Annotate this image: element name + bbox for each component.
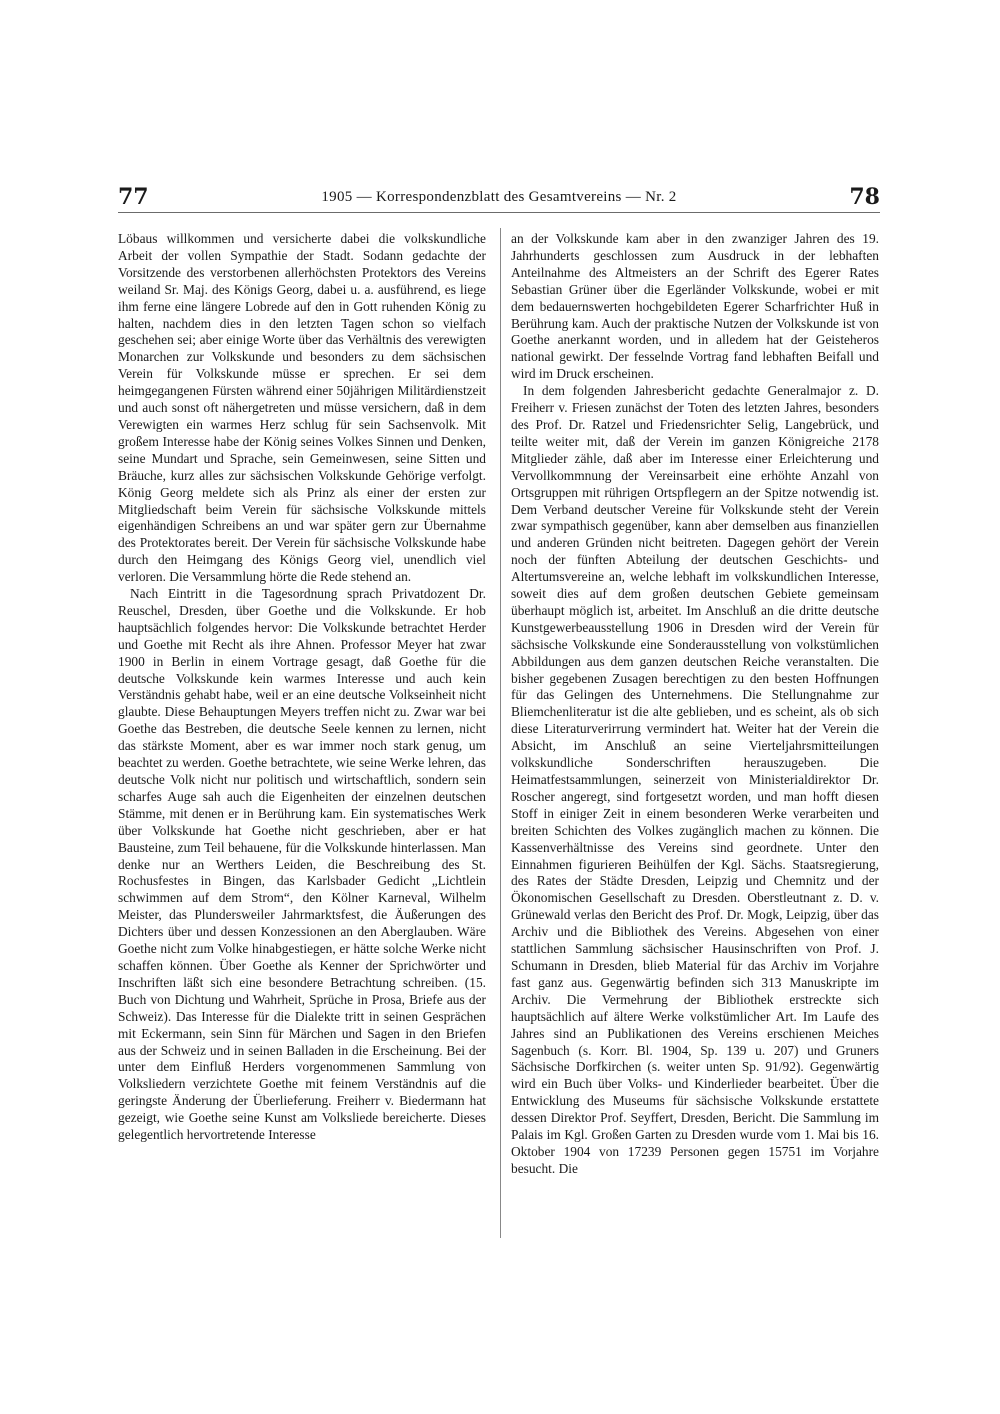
column-right — [511, 231, 879, 1178]
running-title: 1905 — Korrespondenzblatt des Gesamtvereins — Nr. 2 — [321, 189, 677, 205]
column-divider — [500, 228, 501, 1238]
header-rule — [118, 212, 880, 213]
column-left — [118, 231, 486, 1144]
paragraph: Löbaus willkommen und versicherte dabei die volkskundliche Arbeit der vollen Sympathie der Stadt. Sodann gedachte der Vorsitzende des verstorbenen allerhöchsten Protektors des Vereins weiland Sr. Maj. des Königs Georg, dabei u. a. ausführend, es liege ihm ferne eine längere Lobrede auf den in Gott ruhenden König zu halten, nachdem dies in den letzten Tagen schon so vielfach geschehen sei; aber einige Worte über das Verhältnis des verewigten Monarchen zur Volkskunde und besonders zu dem sächsischen Verein für Volkskunde müsse er sprechen. Er sei dem heimgegangenen Fürsten während einer 50jährigen Militärdienstzeit und auch sonst oft nähergetreten und müsse versichern, daß in dem Verewigten ein warmes Herz schlug für sein Sachsenvolk. Mit großem Interesse habe der König seines Volkes Sinnen und Denken, seine Mundart und Sprache, sein Gemeinwesen, seine Sitten und Bräuche, kurz alles zur sächsischen Volkskunde Gehörige verfolgt. König Georg meldete sich als Prinz als einer der ersten zur Mitgliedschaft beim Verein für sächsische Volkskunde mittels eigenhändigen Schreibens an und war später gern zur Übernahme des Protektorates bereit. Der Verein für sächsische Volkskunde habe durch den Heimgang des Königs Georg viel, unendlich viel verloren. Die Versammlung hörte die Rede stehend an. — [118, 231, 486, 585]
paragraph: Nach Eintritt in die Tagesordnung sprach Privatdozent Dr. Reuschel, Dresden, über Goethe und die Volkskunde. Er hob hauptsächlich folgendes hervor: Die Volkskunde betrachtet Herder und Goethe mit Recht als ihre Ahnen. Professor Meyer hat zwar 1900 in Berlin in einem Vortrage gesagt, daß Goethe für die deutsche Volkskunde kein warmes Interesse und auch kein Verständnis gehabt habe, weil er an eine deutsche Volkseinheit nicht glaubte. Diese Behauptungen Meyers treffen nicht zu. Zwar war bei Goethe das Bestreben, die deutsche Seele kennen zu lernen, nicht das stärkste Moment, aber es war immer noch stark genug, um beachtet zu werden. Goethe betrachtete, wie seine Werke lehren, das deutsche Volk nicht nur politisch und wirtschaftlich, sondern sein scharfes Auge sah auch die Eigenheiten der einzelnen deutschen Stämme, mit denen er in Berührung kam. Ein systematisches Werk über Volkskunde hat Goethe nicht geschrieben, aber er hat Bausteine, zum Teil behauene, für die Volkskunde hinterlassen. Man denke nur an Werthers Leiden, die Beschreibung des St. Rochusfestes in Bingen, das Karlsbader Gedicht „Lichtlein schwimmen auf dem Strom“, den Kölner Karneval, Wilhelm Meister, das Plundersweiler Jahrmarktsfest, die Äußerungen des Dichters über und dessen Konzessionen an den Aberglauben. Wäre Goethe nicht zum Volke hinabgestiegen, er hätte solche Werke nicht schaffen können. Über Goethe als Kenner der Sprichwörter und Inschriften läßt sich eine besondere Betrachtung schreiben. (15. Buch von Dichtung und Wahrheit, Sprüche in Prosa, Briefe aus der Schweiz). Das Interesse für die Dialekte tritt in seinen Gesprächen mit Eckermann, sein Sinn für Märchen und Sagen in den Briefen aus der Schweiz und in seinen Balladen in die Erscheinung. Bei der unter dem Einfluß Herders vorgenommenen Sammlung von Volksliedern verzichtete Goethe mit feinem Verständnis auf die geringste Änderung der Überlieferung. Freiherr v. Biedermann hat gezeigt, wie Goethe seine Kunst am Volksliede bereicherte. Dieses gelegentlich hervortretende Interesse — [118, 586, 486, 1143]
paragraph: an der Volkskunde kam aber in den zwanziger Jahren des 19. Jahrhunderts geschlossen zum Ausdruck in der lebhaften Anteilnahme des Altmeisters an der Schrift des Egerer Rates Sebastian Grüner über die Egerländer Volkskunde, wobei er mit dem bedauernswerten hochgebildeten Egerer Scharfrichter Huß in Berührung kam. Auch der praktische Nutzen der Volkskunde ist von Goethe anerkannt worden, und in alledem hat der Geisteheros national gewirkt. Der fesselnde Vortrag fand lebhaften Beifall und wird im Druck erscheinen. — [511, 231, 879, 382]
page-header — [118, 184, 880, 210]
page-number-left: 77 — [118, 184, 149, 210]
page-number-right: 78 — [849, 184, 880, 210]
paragraph: In dem folgenden Jahresbericht gedachte Generalmajor z. D. Freiherr v. Friesen zunächst der Toten des letzten Jahres, besonders des Prof. Dr. Ratzel und Friedensrichter Selig, Langebrück, und teilte weiter mit, daß der Verein im ganzen Königreiche 2178 Mitglieder zähle, daß aber im Interesse einer Erleichterung und Vervollkommnung der Vereinsarbeit eine erhöhte Anzahl von Ortsgruppen mit rührigen Ortspflegern an der Spitze notwendig ist. Dem Verband deutscher Vereine für Volkskunde steht der Verein zwar sympathisch gegenüber, kann aber demselben aus finanziellen und anderen Gründen nicht beitreten. Dagegen gehört der Verein noch der fünften Abteilung der deutschen Geschichts- und Altertumsvereine an, welche lebhaft im volkskundlichen Interesse, soweit dies auf dem großen deutschen Gebiete gemeinsam überhaupt möglich ist, arbeitet. Im Anschluß an die dritte deutsche Kunstgewerbeausstellung 1906 in Dresden wird der Verein für sächsische Volkskunde eine Sonderausstellung von volkstümlichen Abbildungen aus dem ganzen deutschen Reiche veranstalten. Die bisher gegebenen Zusagen berechtigen zu den besten Hoffnungen für das Gelingen des Unternehmens. Die Stellungnahme zur Bliemchenliteratur ist die alte geblieben, und es scheint, als ob sich diese Literaturverirrung vermindert hat. Weiter hat der Verein die Absicht, im Anschluß an seine Vierteljahrsmitteilungen volkskundliche Sonderschriften herauszugeben. Die Heimatfestsammlungen, seinerzeit von Ministerialdirektor Dr. Roscher angeregt, sind fortgesetzt worden, und man hofft diesen Stoff in einiger Zeit in einem besonderen Werke verarbeiten und breiten Schichten des Volkes zugänglich machen zu können. Die Kassenverhältnisse des Vereins sind geordnete. Unter den Einnahmen figurieren Beihülfen der Kgl. Sächs. Staatsregierung, des Rates der Städte Dresden, Leipzig und Chemnitz und der Ökonomischen Gesellschaft zu Dresden. Oberstleutnant z. D. v. Grünewald verlas den Bericht des Prof. Dr. Mogk, Leipzig, über das Archiv und die Bibliothek des Vereins. Abgesehen von einer stattlichen Sammlung sächsischer Hausinschriften von Prof. J. Schumann in Dresden, blieb Material für das Archiv im Vorjahre fast ganz aus. Gegenwärtig befinden sich 313 Manuskripte im Archiv. Die Vermehrung der Bibliothek erstreckte sich hauptsächlich auf ältere Werke volkstümlicher Art. Im Laufe des Jahres sind an Publikationen des Vereins erschienen Meiches Sagenbuch (s. Korr. Bl. 1904, Sp. 139 u. 207) und Gruners Sächsische Dorfkirchen (s. weiter unten Sp. 91/92). Gegenwärtig wird ein Buch über Volks- und Kinderlieder bearbeitet. Über die Entwicklung des Museums für sächsische Volkskunde erstattete dessen Direktor Prof. Seyffert, Dresden, Bericht. Die Sammlung im Palais im Kgl. Großen Garten zu Dresden wurde vom 1. Mai bis 16. Oktober 1904 von 17239 Personen gegen 15751 im Vorjahre besucht. Die — [511, 383, 879, 1176]
